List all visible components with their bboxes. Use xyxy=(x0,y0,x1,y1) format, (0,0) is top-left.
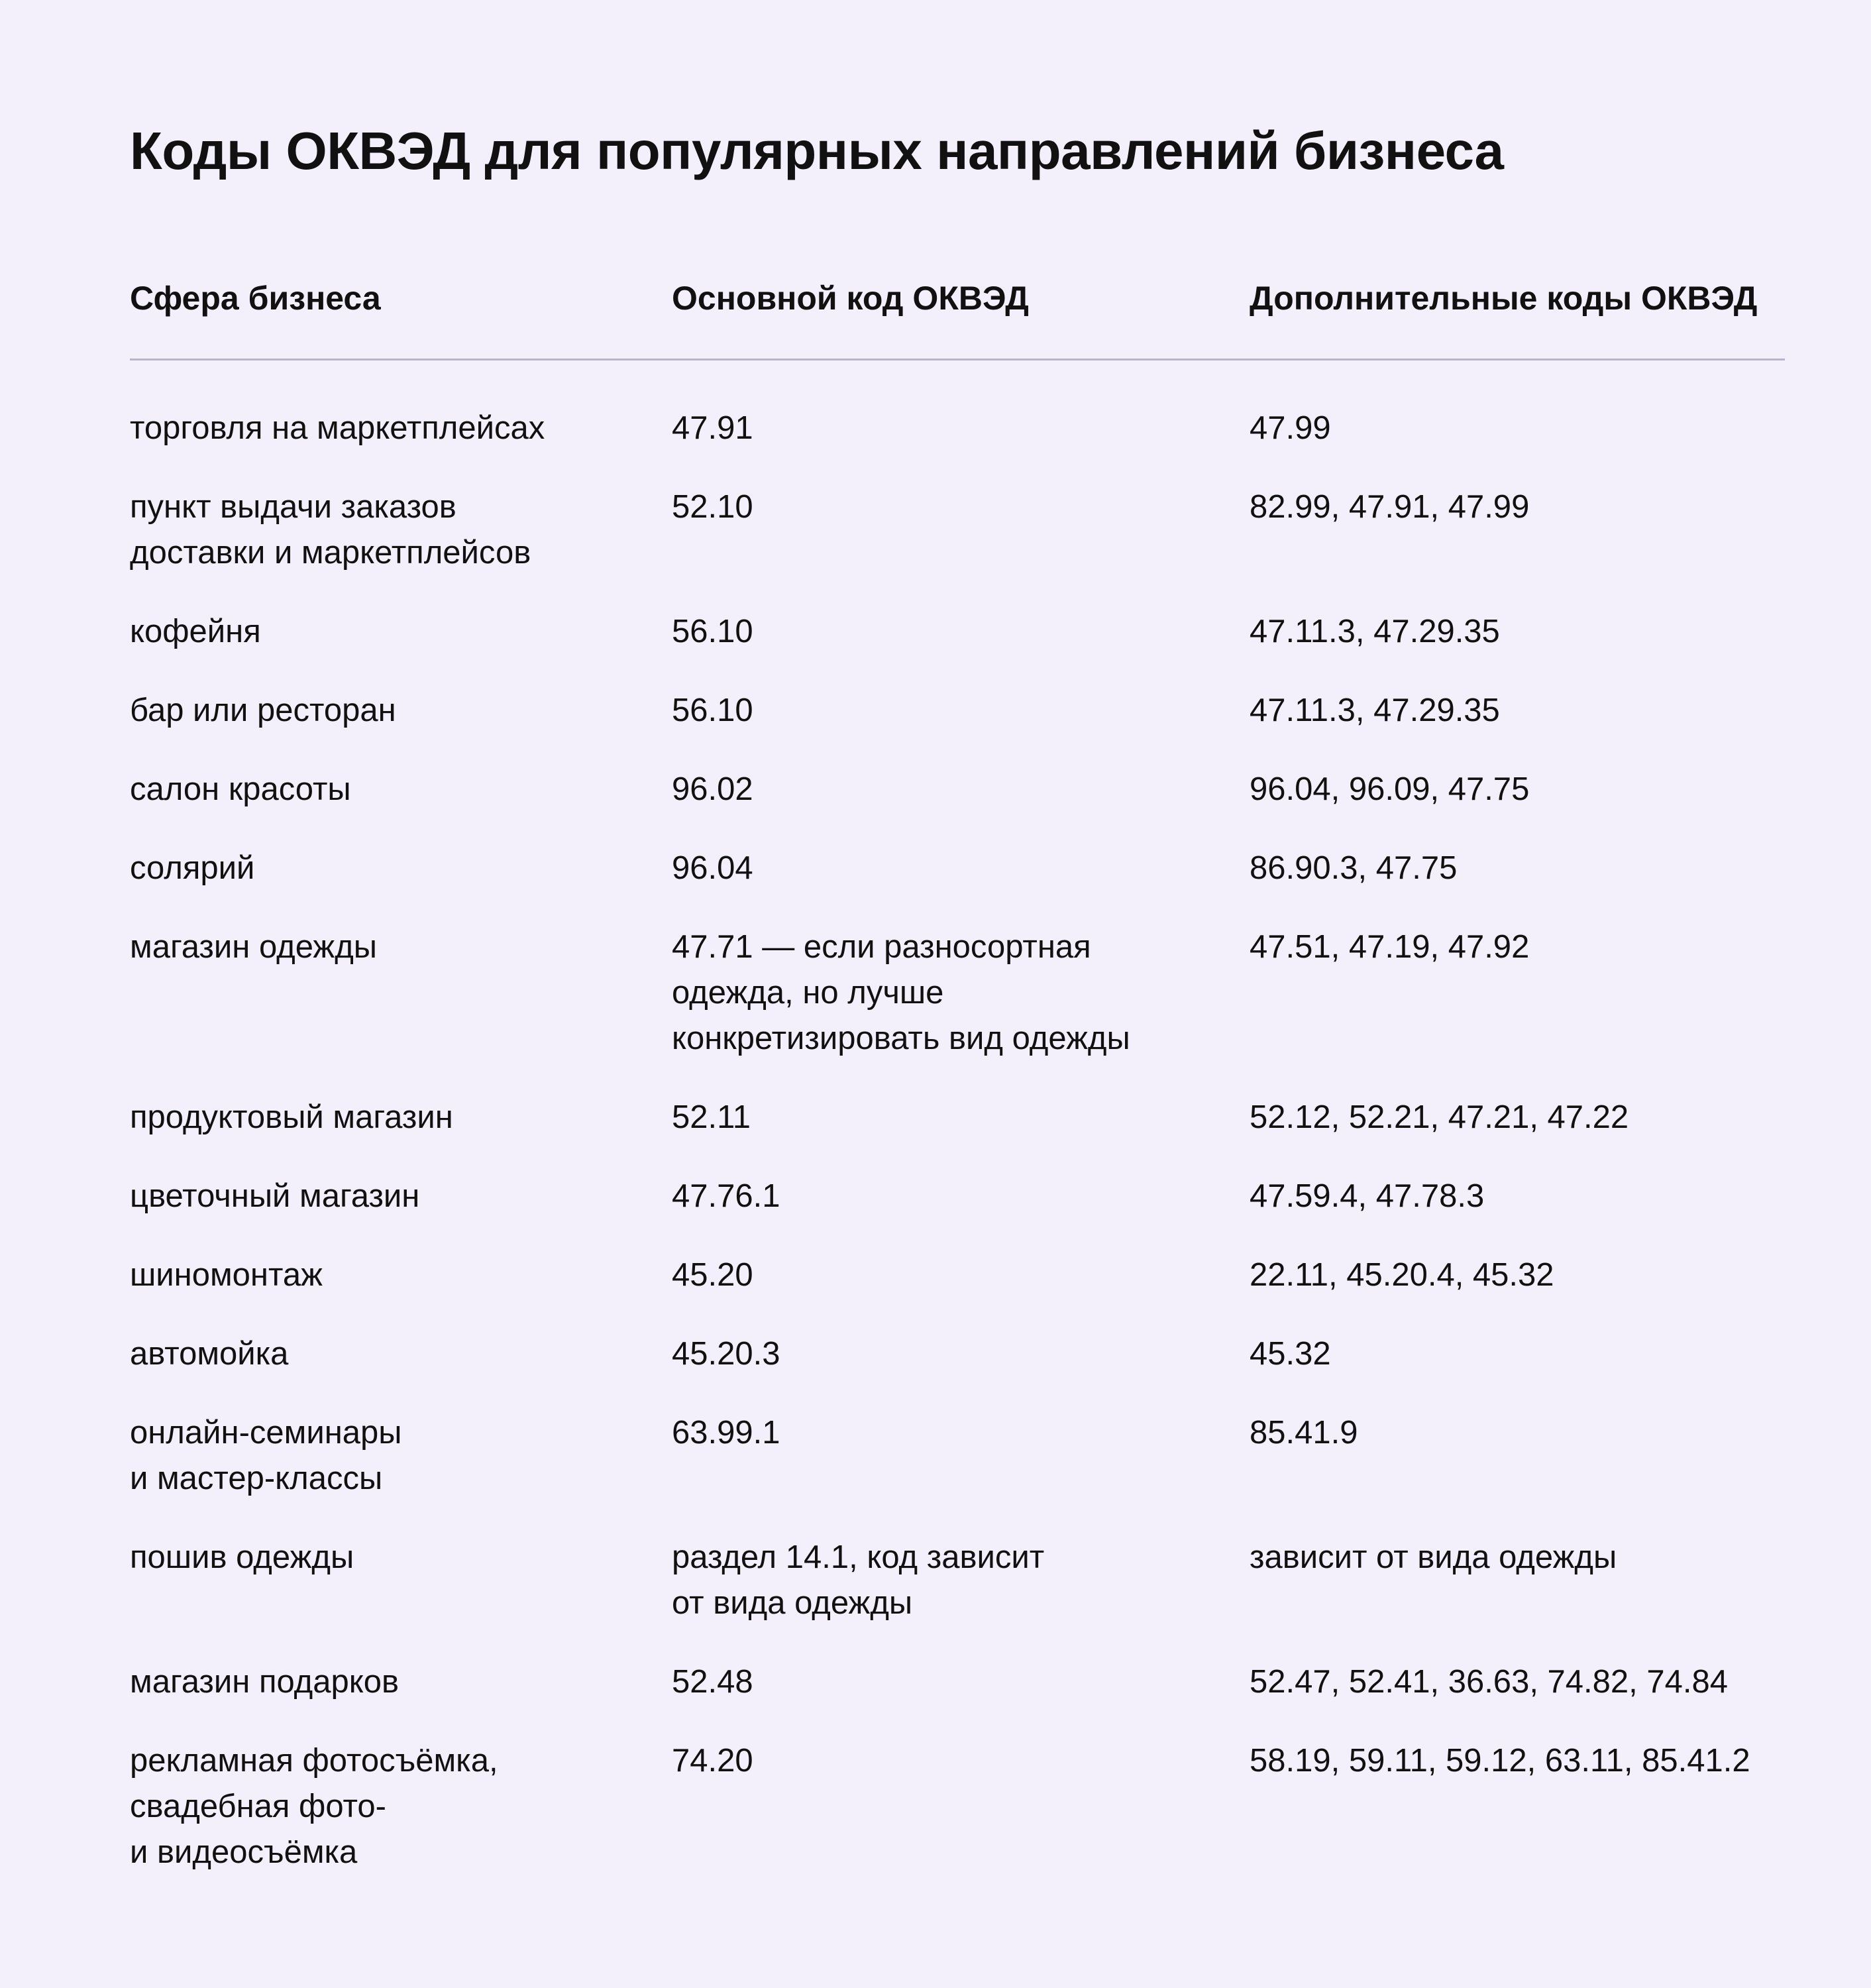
cell-main-code xyxy=(672,924,1215,1062)
cell-sphere-line: торговля на маркетплейсах xyxy=(130,410,545,446)
table-row xyxy=(130,484,1785,576)
cell-extra-codes-line: зависит от вида одежды xyxy=(1250,1539,1617,1575)
cell-sphere xyxy=(130,1095,647,1140)
cell-main-code-line: 96.04 xyxy=(672,850,753,886)
cell-main-code xyxy=(672,1095,1215,1140)
cell-extra-codes xyxy=(1250,846,1785,891)
cell-main-code-line: 47.76.1 xyxy=(672,1178,780,1214)
cell-main-code-line: 52.11 xyxy=(672,1099,751,1135)
table-row xyxy=(130,1535,1785,1626)
cell-main-code-line: 56.10 xyxy=(672,692,753,728)
header-sphere: Сфера бизнеса xyxy=(130,280,381,317)
cell-extra-codes-line: 85.41.9 xyxy=(1250,1415,1358,1451)
cell-extra-codes-line: 47.59.4, 47.78.3 xyxy=(1250,1178,1485,1214)
cell-main-code xyxy=(672,767,1215,812)
table-row xyxy=(130,1410,1785,1502)
cell-sphere xyxy=(130,406,647,451)
cell-extra-codes xyxy=(1250,1535,1785,1580)
cell-extra-codes xyxy=(1250,767,1785,812)
cell-main-code xyxy=(672,1410,1215,1456)
cell-sphere-line: бар или ресторан xyxy=(130,692,396,728)
cell-extra-codes xyxy=(1250,924,1785,970)
table-row xyxy=(130,1252,1785,1298)
table-body xyxy=(130,406,1785,1908)
cell-extra-codes-line: 47.11.3, 47.29.35 xyxy=(1250,692,1500,728)
cell-sphere xyxy=(130,1738,647,1875)
cell-extra-codes-line: 52.12, 52.21, 47.21, 47.22 xyxy=(1250,1099,1629,1135)
cell-main-code-line: 96.02 xyxy=(672,771,753,807)
cell-extra-codes xyxy=(1250,484,1785,530)
table-row xyxy=(130,609,1785,655)
cell-sphere xyxy=(130,1535,647,1580)
cell-main-code xyxy=(672,688,1215,734)
table-row xyxy=(130,1174,1785,1219)
cell-main-code-line: 47.91 xyxy=(672,410,753,446)
cell-main-code xyxy=(672,609,1215,655)
cell-extra-codes-line: 47.51, 47.19, 47.92 xyxy=(1250,929,1530,965)
table-row xyxy=(130,1331,1785,1377)
cell-extra-codes xyxy=(1250,1410,1785,1456)
table-row xyxy=(130,846,1785,891)
cell-main-code xyxy=(672,1738,1215,1784)
cell-sphere xyxy=(130,846,647,891)
cell-extra-codes xyxy=(1250,1659,1785,1705)
cell-extra-codes xyxy=(1250,1174,1785,1219)
cell-sphere xyxy=(130,1174,647,1219)
cell-sphere xyxy=(130,1252,647,1298)
cell-sphere xyxy=(130,924,647,970)
cell-sphere xyxy=(130,609,647,655)
cell-main-code-line: 63.99.1 xyxy=(672,1415,780,1451)
table-row xyxy=(130,1095,1785,1140)
cell-extra-codes xyxy=(1250,1095,1785,1140)
cell-extra-codes xyxy=(1250,406,1785,451)
cell-extra-codes-line: 96.04, 96.09, 47.75 xyxy=(1250,771,1530,807)
cell-main-code-line: 56.10 xyxy=(672,614,753,649)
cell-extra-codes xyxy=(1250,688,1785,734)
cell-main-code-line: 45.20 xyxy=(672,1257,753,1293)
cell-sphere xyxy=(130,1410,647,1502)
cell-sphere-line: салон красоты xyxy=(130,771,351,807)
cell-sphere xyxy=(130,688,647,734)
cell-sphere-line: солярий xyxy=(130,850,255,886)
cell-sphere-line: магазин подарков xyxy=(130,1664,400,1700)
cell-sphere-line: и видеосъёмка xyxy=(130,1834,358,1870)
cell-extra-codes-line: 86.90.3, 47.75 xyxy=(1250,850,1458,886)
cell-sphere-line: продуктовый магазин xyxy=(130,1099,453,1135)
cell-sphere-line: свадебная фото- xyxy=(130,1789,386,1824)
cell-main-code-line: от вида одежды xyxy=(672,1585,913,1621)
cell-sphere-line: шиномонтаж xyxy=(130,1257,323,1293)
header-extra-codes: Дополнительные коды ОКВЭД xyxy=(1250,280,1758,317)
table-row xyxy=(130,924,1785,1062)
cell-extra-codes xyxy=(1250,1252,1785,1298)
cell-sphere-line: пошив одежды xyxy=(130,1539,354,1575)
cell-extra-codes-line: 47.11.3, 47.29.35 xyxy=(1250,614,1500,649)
table-row xyxy=(130,767,1785,812)
cell-sphere xyxy=(130,767,647,812)
cell-main-code xyxy=(672,846,1215,891)
cell-sphere-line: доставки и маркетплейсов xyxy=(130,535,531,571)
cell-sphere-line: рекламная фотосъёмка, xyxy=(130,1743,498,1779)
cell-extra-codes xyxy=(1250,1738,1785,1784)
cell-sphere-line: кофейня xyxy=(130,614,261,649)
cell-sphere-line: магазин одежды xyxy=(130,929,378,965)
cell-extra-codes-line: 22.11, 45.20.4, 45.32 xyxy=(1250,1257,1554,1293)
cell-sphere xyxy=(130,1659,647,1705)
cell-sphere-line: цветочный магазин xyxy=(130,1178,420,1214)
cell-main-code xyxy=(672,1331,1215,1377)
cell-extra-codes xyxy=(1250,609,1785,655)
cell-extra-codes xyxy=(1250,1331,1785,1377)
cell-main-code-line: 52.48 xyxy=(672,1664,753,1700)
page-title: Коды ОКВЭД для популярных направлений бизнеса xyxy=(130,121,1504,180)
cell-main-code xyxy=(672,1659,1215,1705)
cell-sphere xyxy=(130,1331,647,1377)
cell-sphere-line: пункт выдачи заказов xyxy=(130,489,456,525)
table-row xyxy=(130,406,1785,451)
cell-main-code xyxy=(672,484,1215,530)
cell-main-code-line: 47.71 — если разносортная xyxy=(672,929,1091,965)
table-row xyxy=(130,1659,1785,1705)
cell-main-code xyxy=(672,406,1215,451)
cell-extra-codes-line: 52.47, 52.41, 36.63, 74.82, 74.84 xyxy=(1250,1664,1729,1700)
header-divider xyxy=(130,359,1785,360)
cell-sphere-line: и мастер-классы xyxy=(130,1461,383,1496)
table-row xyxy=(130,688,1785,734)
cell-main-code xyxy=(672,1535,1215,1626)
cell-main-code xyxy=(672,1252,1215,1298)
cell-main-code-line: 52.10 xyxy=(672,489,753,525)
cell-main-code xyxy=(672,1174,1215,1219)
cell-extra-codes-line: 45.32 xyxy=(1250,1336,1331,1372)
cell-extra-codes-line: 47.99 xyxy=(1250,410,1331,446)
cell-extra-codes-line: 58.19, 59.11, 59.12, 63.11, 85.41.2 xyxy=(1250,1743,1750,1779)
table-header xyxy=(130,272,1785,325)
cell-sphere-line: автомойка xyxy=(130,1336,289,1372)
cell-sphere xyxy=(130,484,647,576)
cell-main-code-line: одежда, но лучше xyxy=(672,975,944,1011)
cell-extra-codes-line: 82.99, 47.91, 47.99 xyxy=(1250,489,1530,525)
table-row xyxy=(130,1738,1785,1875)
cell-main-code-line: 74.20 xyxy=(672,1743,753,1779)
cell-main-code-line: 45.20.3 xyxy=(672,1336,780,1372)
cell-main-code-line: конкретизировать вид одежды xyxy=(672,1021,1130,1056)
cell-sphere-line: онлайн-семинары xyxy=(130,1415,402,1451)
cell-main-code-line: раздел 14.1, код зависит xyxy=(672,1539,1045,1575)
header-main-code: Основной код ОКВЭД xyxy=(672,280,1029,317)
